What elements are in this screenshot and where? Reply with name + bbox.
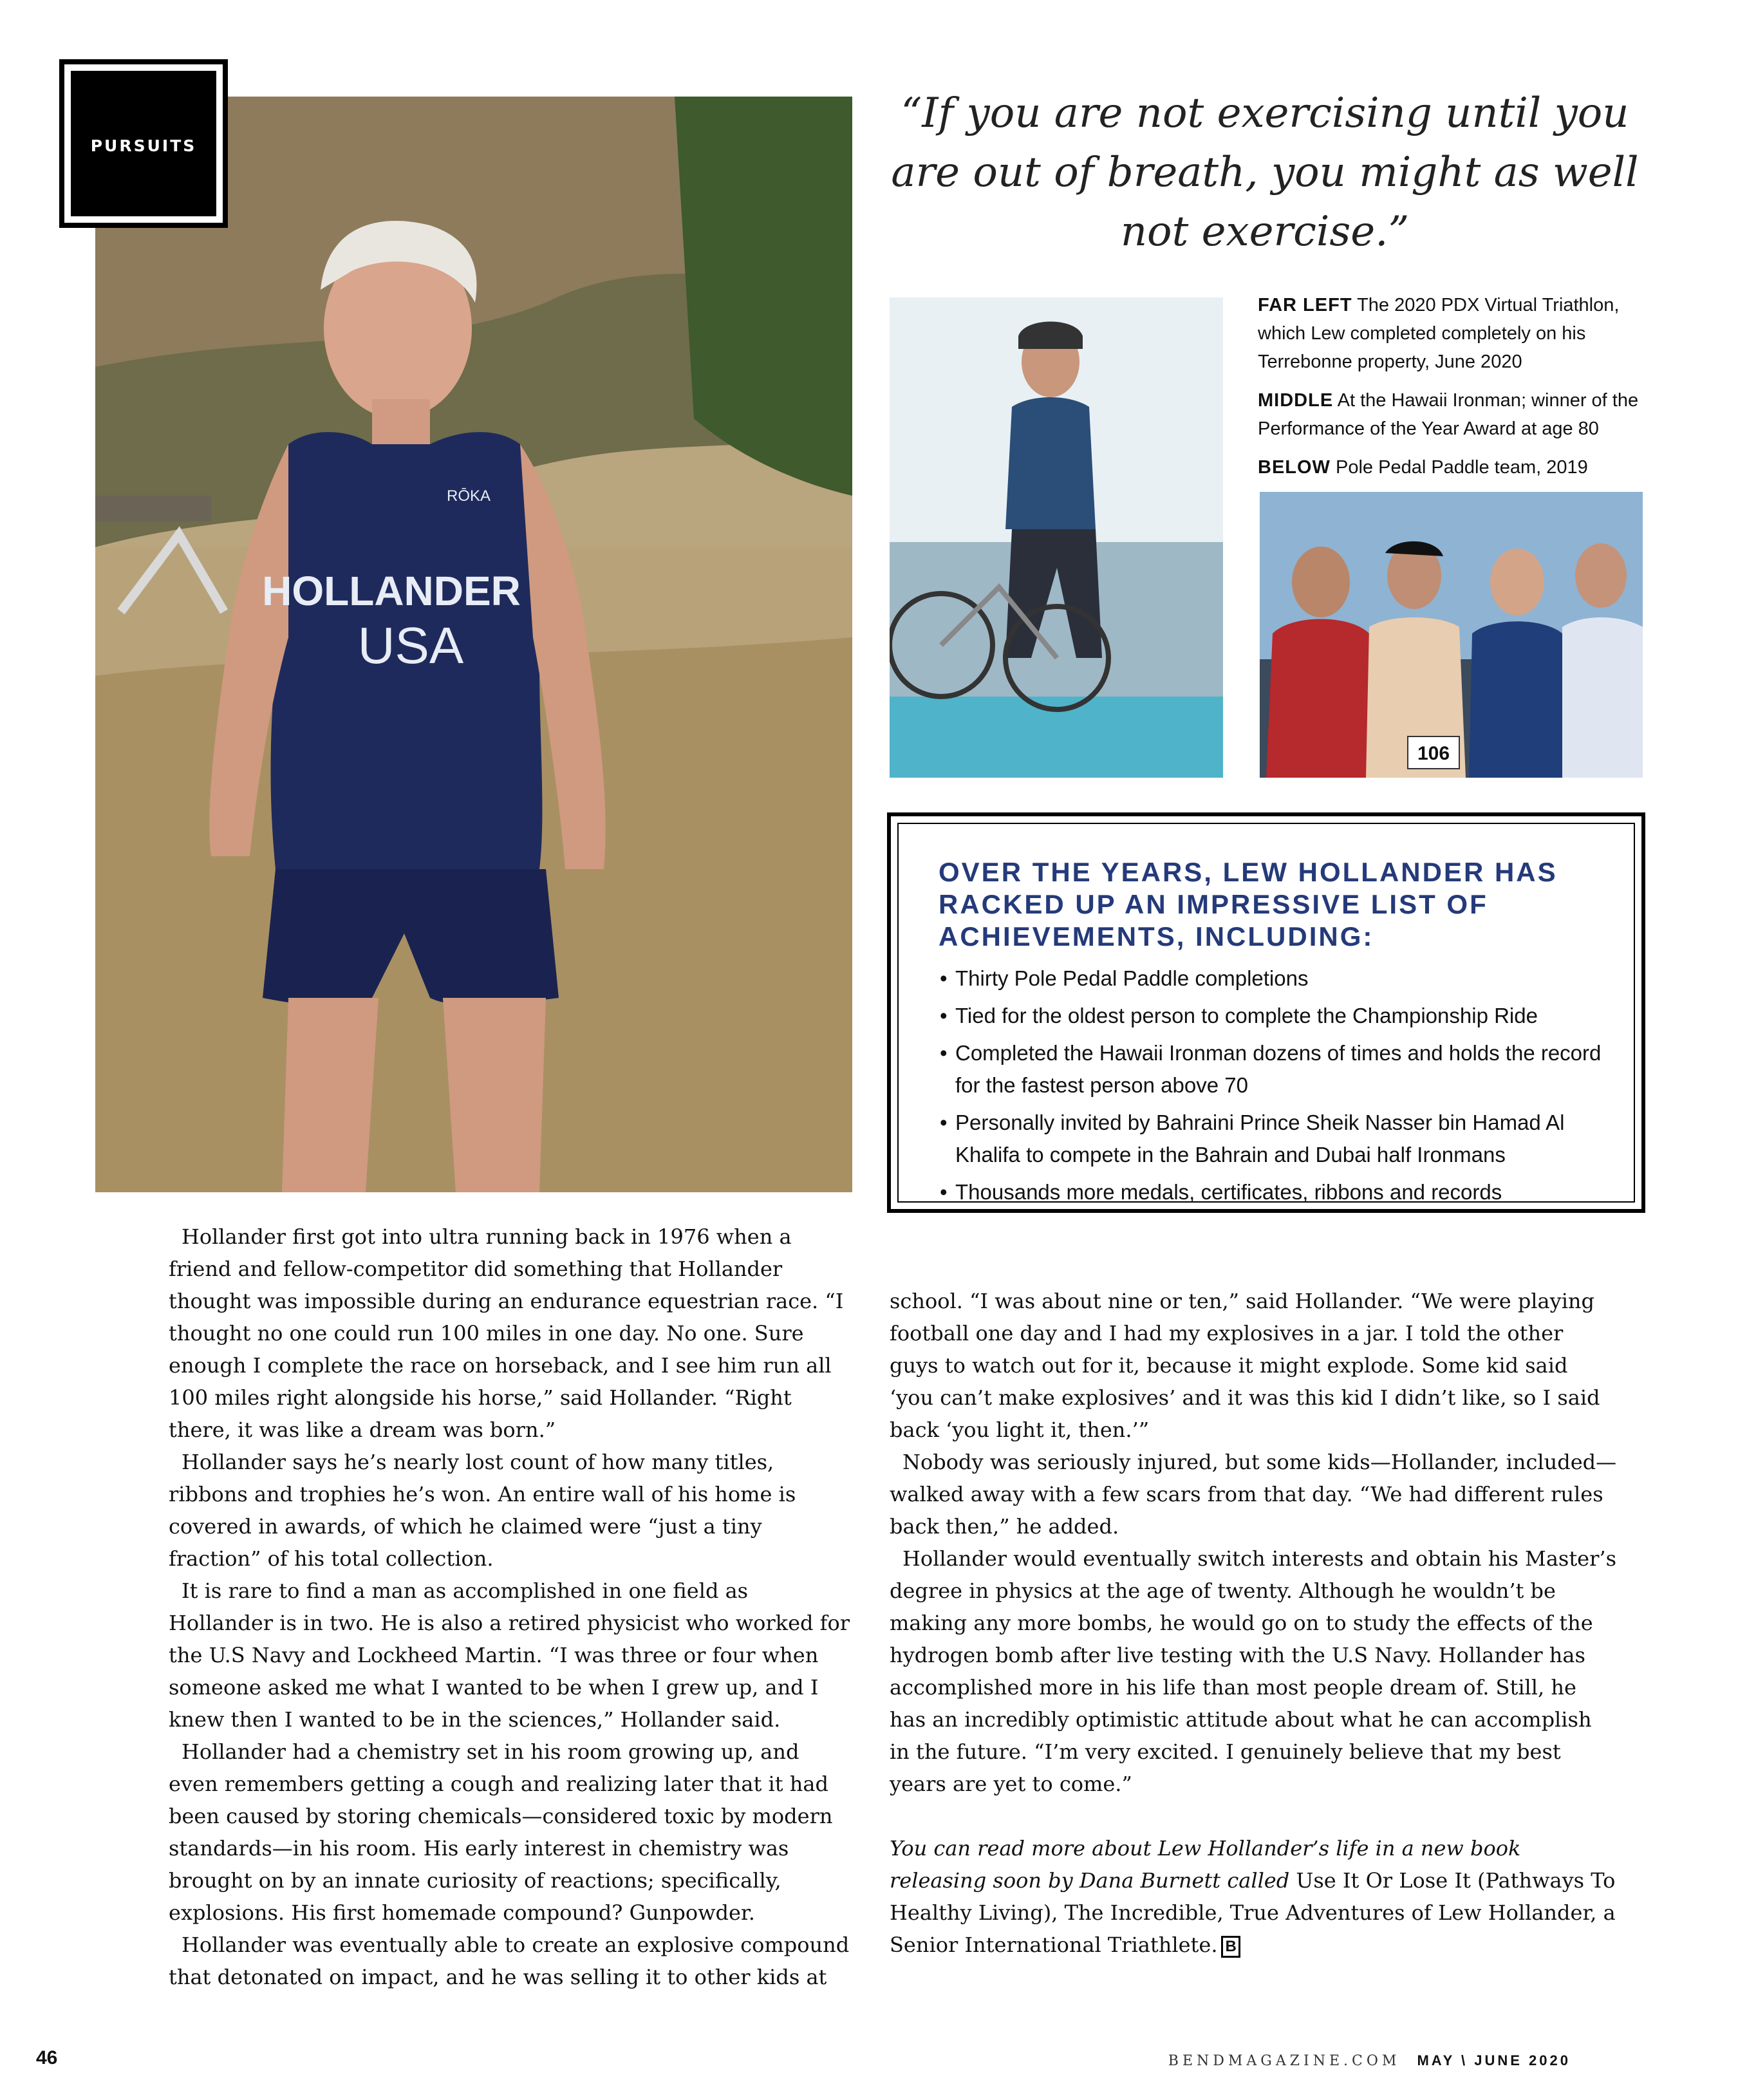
caption-text: At the Hawaii Ironman; winner of the Performance of the Year Award at age 80 <box>1258 390 1639 439</box>
body-column-left <box>169 1221 851 1993</box>
ironman-photo <box>890 297 1223 778</box>
caption-label: BELOW <box>1258 457 1331 478</box>
achievements-title: OVER THE YEARS, LEW HOLLANDER HAS RACKED UP AN IMPRESSIVE LIST OF ACHIEVEMENTS, INCLUDING: <box>939 857 1558 952</box>
body-column-right <box>890 1285 1617 1961</box>
caption-far-left <box>1258 291 1644 376</box>
footer-site: BENDMAGAZINE.COM <box>1168 2053 1401 2069</box>
team-photo <box>1260 492 1643 778</box>
section-tab-label: PURSUITS <box>90 136 197 155</box>
list-item: • Thousands more medals, certificates, ribbons and records <box>940 1176 1622 1208</box>
main-photo <box>95 97 852 1192</box>
pull-quote: “If you are not exercising until you are out of breath, you might as well not exercise.” <box>891 89 1639 256</box>
body-paragraph: Hollander first got into ultra running back in 1976 when a friend and fellow-competitor did something that Hollander thought was impossible during an endurance equestrian race. “I thought no one could run 100 miles in one day. No one. Sure enough I complete the race on horseback, and I see him run all 100 miles right alongside his horse,” said Hollander. “Right there, it was like a dream was born.” <box>169 1224 844 1442</box>
body-paragraph: Hollander would eventually switch interests and obtain his Master’s degree in physics at the age of twenty. Although he wouldn’t be making any more bombs, he would go on to study the effects of the hydrogen bomb after live testing with the U.S Navy. Hollander has accomplished more in his life than most people dream of. Still, he has an incredibly optimistic attitude about what he can accomplish in the future. “I’m very excited. I genuinely believe that my best years are yet to come.” <box>890 1546 1616 1796</box>
list-item: • Personally invited by Bahraini Prince Sheik Nasser bin Hamad Al Khalifa to compete in the Bahrain and Dubai half Ironmans <box>940 1107 1622 1171</box>
caption-label: MIDDLE <box>1258 390 1334 411</box>
body-paragraph: Nobody was seriously injured, but some kids—Hollander, included—walked away with a few scars from that day. “We had different rules back then,” he added. <box>890 1450 1617 1539</box>
jersey-country-text: USA <box>357 617 464 674</box>
page-number: 46 <box>36 2047 58 2068</box>
achievements-list <box>940 962 1622 1214</box>
body-paragraph: Hollander had a chemistry set in his room growing up, and even remembers getting a cough and realizing later that it had been caused by storing chemicals—considered toxic by modern standards—in his room. His early interest in chemistry was brought on by an innate curiosity of reactions; specifically, explosions. His first homemade compound? Gunpowder. <box>169 1739 833 1925</box>
page-footer <box>1094 2052 1571 2069</box>
caption-below <box>1258 453 1644 482</box>
caption-text: The 2020 PDX Virtual Triathlon, which Lew completed completely on his Terrebonne property, June 2020 <box>1258 295 1620 372</box>
section-tab <box>59 59 228 228</box>
jersey-name-text: HOLLANDER <box>262 568 521 614</box>
caption-label: FAR LEFT <box>1258 295 1352 315</box>
list-item: • Thirty Pole Pedal Paddle completions <box>940 962 1622 995</box>
book-note-title: Use It Or Lose It (Pathways To Healthy Living), The Incredible, True Adventures of Lew Hollander, a Senior International Triathlete. <box>890 1868 1616 1957</box>
body-paragraph: Hollander was eventually able to create an explosive compound that detonated on impact, and he was selling it to other kids at <box>169 1933 850 1989</box>
caption-middle <box>1258 386 1644 443</box>
caption-text: Pole Pedal Paddle team, 2019 <box>1336 457 1588 478</box>
body-paragraph: It is rare to find a man as accomplished in one field as Hollander is in two. He is also a retired physicist who worked for the U.S Navy and Lockheed Martin. “I was three or four when someone asked me what I wanted to be when I grew up, and I knew then I wanted to be in the sciences,” Hollander said. <box>169 1579 850 1732</box>
body-paragraph: Hollander says he’s nearly lost count of how many titles, ribbons and trophies he’s won. An entire wall of his home is covered in awards, of which he claimed were “just a tiny fraction” of his total collection. <box>169 1450 796 1571</box>
photo-captions <box>1258 291 1644 492</box>
end-mark-icon: B <box>1221 1936 1240 1958</box>
book-note-italic: You can read more about Lew Hollander’s life in a new book releasing soon by Dana Burnett called <box>890 1836 1521 1893</box>
bib-number-text: 106 <box>1417 743 1450 764</box>
list-item: • Completed the Hawaii Ironman dozens of times and holds the record for the fastest person above 70 <box>940 1037 1622 1102</box>
footer-issue: MAY \ JUNE 2020 <box>1417 2052 1571 2068</box>
list-item: • Tied for the oldest person to complete the Championship Ride <box>940 1000 1622 1032</box>
body-paragraph: school. “I was about nine or ten,” said Hollander. “We were playing football one day and I had my explosives in a jar. I told the other guys to watch out for it, because it might explode. Some kid said ‘you can’t make explosives’ and it was this kid I didn’t like, so I said back ‘you light it, then.’” <box>890 1289 1600 1442</box>
jersey-brand-text: RŌKA <box>446 487 491 505</box>
book-note <box>890 1832 1617 1961</box>
